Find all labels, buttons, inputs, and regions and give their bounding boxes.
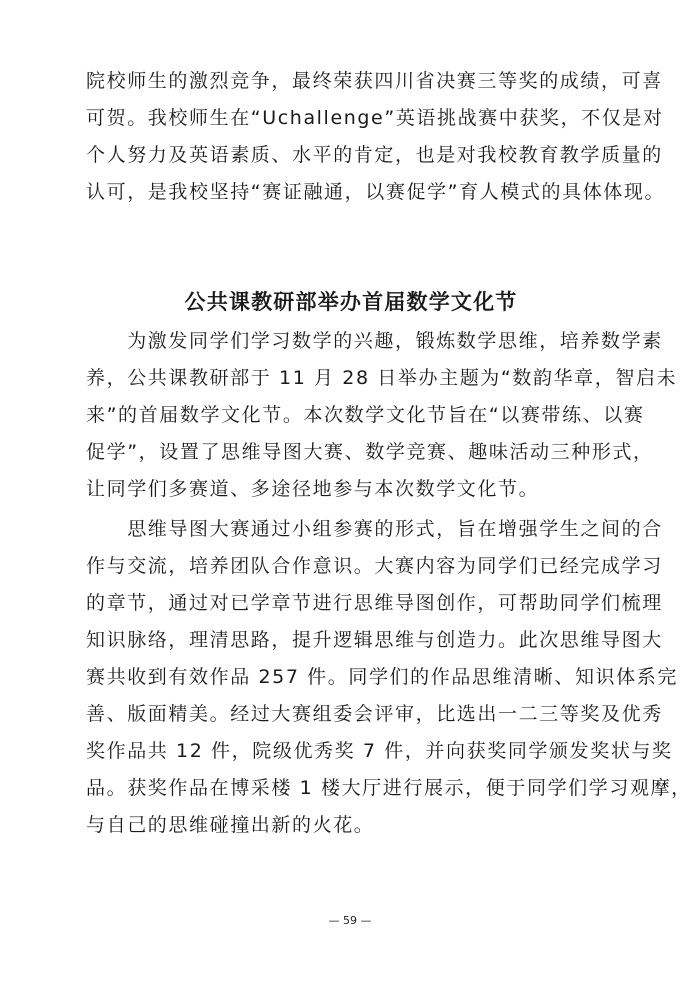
text-line: 认可，是我校坚持“赛证融通，以赛促学”育人模式的具体体现。 bbox=[86, 181, 666, 203]
paragraph-festival-intro bbox=[86, 323, 678, 508]
text-line: 养，公共课教研部于 11 月 28 日举办主题为“数韵华章，智启未 bbox=[86, 367, 678, 389]
text-line: 品。获奖作品在博采楼 1 楼大厅进行展示，便于同学们学习观摩， bbox=[86, 777, 692, 799]
text-line: 来”的首届数学文化节。本次数学文化节旨在“以赛带练、以赛 bbox=[86, 404, 645, 426]
text-line: 思维导图大赛通过小组参赛的形式，旨在增强学生之间的合 bbox=[86, 518, 663, 540]
page-number: — 59 — bbox=[328, 914, 372, 927]
text-line: 可贺。我校师生在“Uchallenge”英语挑战赛中获奖，不仅是对 bbox=[86, 107, 664, 129]
text-line: 赛共收到有效作品 257 件。同学们的作品思维清晰、知识体系完 bbox=[86, 666, 678, 688]
text-line: 的章节，通过对已学章节进行思维导图创作，可帮助同学们梳理 bbox=[86, 592, 663, 614]
paragraph-award-conclusion bbox=[86, 63, 666, 211]
section-heading: 公共课教研部举办首届数学文化节 bbox=[184, 290, 518, 314]
text-line: 善、版面精美。经过大赛组委会评审，比选出一二三等奖及优秀 bbox=[86, 703, 663, 725]
text-line: 知识脉络，理清思路，提升逻辑思维与创造力。此次思维导图大 bbox=[86, 629, 663, 651]
text-line: 院校师生的激烈竞争，最终荣获四川省决赛三等奖的成绩，可喜 bbox=[86, 70, 663, 92]
text-line: 奖作品共 12 件，院级优秀奖 7 件，并向获奖同学颁发奖状与奖 bbox=[86, 740, 673, 762]
text-line: 个人努力及英语素质、水平的肯定，也是对我校教育教学质量的 bbox=[86, 144, 663, 166]
text-line: 作与交流，培养团队合作意识。大赛内容为同学们已经完成学习 bbox=[86, 555, 663, 577]
text-line: 与自己的思维碰撞出新的火花。 bbox=[86, 814, 375, 836]
text-line: 让同学们多赛道、多途径地参与本次数学文化节。 bbox=[86, 478, 540, 500]
text-line: 为激发同学们学习数学的兴趣，锻炼数学思维，培养数学素 bbox=[86, 330, 663, 352]
text-line: 促学”，设置了思维导图大赛、数学竞赛、趣味活动三种形式， bbox=[86, 441, 654, 463]
paragraph-mindmap-contest bbox=[86, 511, 692, 844]
